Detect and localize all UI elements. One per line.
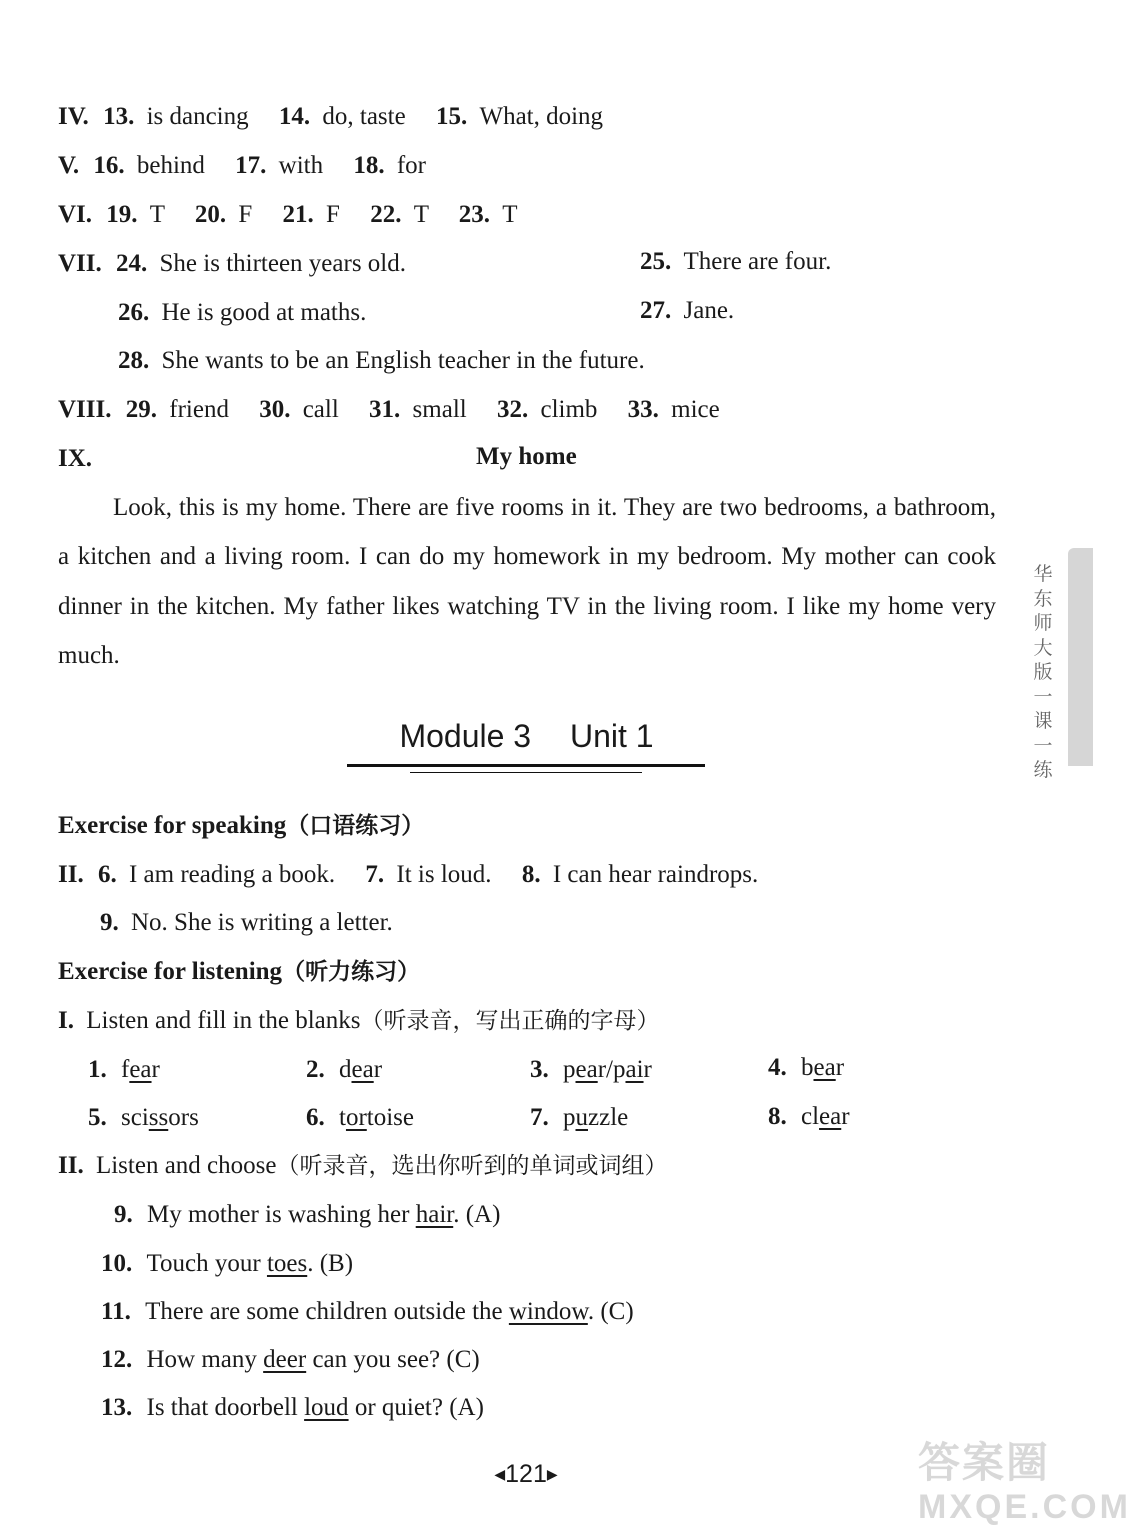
- answer-text: She is thirteen years old.: [159, 250, 406, 277]
- item-number: 29.: [125, 396, 157, 423]
- answer-row-iv: [58, 102, 603, 132]
- word-part: r: [841, 1103, 850, 1130]
- answer-text: climb: [540, 396, 598, 423]
- item-number: 28.: [118, 347, 150, 374]
- answer-row-vii-c: [118, 298, 366, 328]
- section-label-ix: IX.: [58, 445, 93, 472]
- word-part: r: [373, 1056, 383, 1083]
- underlined-letters: ai: [625, 1056, 644, 1083]
- choose-item: [101, 1393, 484, 1423]
- sentence-part: There are some children outside the: [145, 1298, 509, 1325]
- answer-text: F: [326, 201, 340, 228]
- underlined-letters: ea: [575, 1056, 598, 1083]
- item-number: 20.: [194, 201, 227, 228]
- item-number: 18.: [353, 152, 385, 179]
- underlined-letters: or: [345, 1104, 367, 1131]
- word-part: sci: [121, 1104, 149, 1131]
- underlined-word: hair: [415, 1201, 454, 1228]
- word-part: p: [563, 1104, 576, 1131]
- item-number: 7.: [365, 861, 385, 888]
- page-number-value: 121: [505, 1460, 547, 1488]
- answer-text: I can hear raindrops.: [552, 861, 759, 888]
- word-part: ors: [168, 1104, 199, 1131]
- page-number: [488, 1460, 564, 1489]
- word-part: p: [563, 1056, 576, 1083]
- instruction-cn: （听录音，写出正确的字母）: [360, 1008, 660, 1034]
- answer-row-vii-a: [58, 249, 406, 279]
- listening-heading-cn: （听力练习）: [282, 959, 421, 985]
- listening-part1-instruction: [58, 1006, 660, 1036]
- answer-text: small: [412, 396, 467, 423]
- answer-text: mice: [671, 396, 720, 423]
- instruction-cn: （听录音，选出你听到的单词或词组）: [276, 1153, 668, 1179]
- answer-row-vii-d: [640, 296, 734, 326]
- side-tab: [1068, 548, 1093, 766]
- blank-item: [530, 1103, 628, 1133]
- underlined-word: deer: [263, 1346, 307, 1373]
- sentence-part: My mother is washing her: [147, 1201, 416, 1228]
- answer-text: She wants to be an English teacher in the future.: [161, 347, 645, 374]
- watermark-logo: [918, 1438, 1131, 1532]
- item-number: 1.: [88, 1056, 107, 1083]
- blank-item: [530, 1055, 652, 1085]
- blank-item: [88, 1103, 199, 1133]
- item-number: 23.: [458, 201, 491, 228]
- sentence: [147, 1394, 484, 1421]
- answer-row-vi: [58, 200, 518, 230]
- item-number: 8.: [521, 861, 541, 888]
- word-part: r/p: [597, 1056, 626, 1083]
- answer-text: is dancing: [146, 103, 249, 130]
- answer-row-vii-e: [118, 346, 645, 376]
- speaking-heading-en: Exercise for speaking: [58, 812, 287, 839]
- item-number: 8.: [768, 1103, 787, 1130]
- word-part: t: [339, 1104, 346, 1131]
- module-title: Module 3: [399, 718, 532, 754]
- answer-text: behind: [136, 152, 205, 179]
- item-number: 17.: [235, 152, 267, 179]
- choose-item: [101, 1345, 480, 1375]
- answer-text: There are four.: [683, 248, 832, 275]
- module-heading: [349, 718, 704, 755]
- listening-part2-instruction: [58, 1151, 667, 1181]
- sentence: [147, 1346, 480, 1373]
- answer-text: It is loud.: [396, 861, 492, 888]
- speaking-heading-cn: （口语练习）: [286, 813, 425, 839]
- item-number: 3.: [530, 1056, 549, 1083]
- answer-text: Jane.: [683, 297, 735, 324]
- sentence: [147, 1250, 354, 1277]
- item-number: 5.: [88, 1104, 107, 1131]
- speaking-row-2: [100, 908, 393, 938]
- word-part: cl: [801, 1103, 820, 1130]
- item-number: 27.: [640, 297, 672, 324]
- unit-title: Unit 1: [569, 718, 654, 754]
- blank-item: [306, 1055, 382, 1085]
- answer-text: F: [238, 201, 253, 228]
- answer-text: T: [149, 201, 165, 228]
- item-number: 6.: [97, 861, 117, 888]
- choose-item: [114, 1200, 500, 1230]
- answer-text: T: [413, 201, 429, 228]
- answer-text: friend: [169, 396, 229, 423]
- item-number: 14.: [278, 103, 311, 130]
- underlined-letters: u: [575, 1104, 588, 1131]
- item-number: 15.: [435, 103, 468, 130]
- word-part: f: [121, 1056, 130, 1083]
- word: [563, 1104, 628, 1131]
- instruction-en: Listen and choose: [95, 1152, 277, 1179]
- section-label: II.: [58, 1152, 84, 1179]
- speaking-heading: [58, 811, 424, 841]
- item-number: 30.: [259, 396, 291, 423]
- underlined-letters: ea: [813, 1054, 836, 1081]
- item-number: 13.: [103, 103, 135, 130]
- answer-text: for: [396, 152, 426, 179]
- sentence-part: can you see? (C): [306, 1346, 480, 1373]
- section-label: VIII.: [58, 396, 112, 423]
- watermark-line2: MXQE.COM: [918, 1488, 1131, 1526]
- left-arrow-icon: ◀: [494, 1466, 506, 1482]
- word: [801, 1054, 844, 1081]
- section-label: VI.: [58, 201, 93, 228]
- right-arrow-icon: ▶: [546, 1466, 558, 1482]
- word-part: r: [151, 1056, 160, 1083]
- section-label: V.: [58, 152, 80, 179]
- answer-text: do, taste: [322, 103, 406, 130]
- item-number: 16.: [93, 152, 125, 179]
- item-number: 10.: [101, 1250, 133, 1277]
- item-number: 26.: [118, 299, 150, 326]
- underlined-letters: ea: [351, 1056, 374, 1083]
- item-number: 13.: [101, 1394, 133, 1421]
- item-number: 2.: [306, 1056, 325, 1083]
- sentence: [147, 1201, 500, 1228]
- underlined-word: loud: [304, 1394, 349, 1421]
- answer-text: No. She is writing a letter.: [131, 909, 393, 936]
- essay-title: My home: [476, 443, 577, 470]
- sentence-part: . (B): [307, 1250, 354, 1277]
- word-part: r: [643, 1056, 652, 1083]
- word-part: d: [339, 1056, 352, 1083]
- answer-text: I am reading a book.: [128, 861, 336, 888]
- item-number: 19.: [106, 201, 138, 228]
- underlined-letters: ea: [819, 1103, 842, 1130]
- answer-row-vii-b: [640, 247, 831, 277]
- item-number: 25.: [640, 248, 672, 275]
- underlined-word: toes: [266, 1250, 308, 1277]
- word-part: toise: [366, 1104, 414, 1131]
- sentence-part: . (A): [453, 1201, 501, 1228]
- sentence-part: How many: [146, 1346, 264, 1373]
- blank-item: [768, 1053, 844, 1083]
- item-number: 4.: [768, 1054, 787, 1081]
- word: [339, 1104, 414, 1131]
- word-part: b: [801, 1054, 814, 1081]
- word: [121, 1104, 199, 1131]
- sentence-part: or quiet? (A): [348, 1394, 484, 1421]
- item-number: 31.: [369, 396, 401, 423]
- section-label: II.: [58, 861, 84, 888]
- side-tab-label: 华东师大版一课一练: [1033, 563, 1053, 781]
- sentence: [145, 1298, 634, 1325]
- item-number: 9.: [114, 1201, 133, 1228]
- word: [339, 1056, 382, 1083]
- item-number: 33.: [627, 396, 659, 423]
- answer-text: What, doing: [479, 103, 604, 130]
- answer-text: with: [278, 152, 324, 179]
- word: [563, 1056, 652, 1083]
- item-number: 11.: [101, 1298, 131, 1325]
- listening-heading-en: Exercise for listening: [58, 958, 283, 985]
- essay-paragraph: Look, this is my home. There are five rooms in it. They are two bedrooms, a bathroom, a kitchen and a living room. I can do my homework in my bedroom. My mother can cook dinner in the kitchen. My father likes watching TV in the living room. I like my home very much.: [58, 494, 996, 669]
- section-label: VII.: [58, 250, 102, 277]
- word: [121, 1056, 160, 1083]
- item-number: 12.: [101, 1346, 133, 1373]
- blank-item: [306, 1103, 414, 1133]
- word-part: zzle: [588, 1104, 629, 1131]
- watermark-line1: 答案圈: [918, 1438, 1051, 1487]
- answer-row-viii: [58, 395, 720, 425]
- item-number: 7.: [530, 1104, 549, 1131]
- underlined-letters: ea: [129, 1056, 152, 1083]
- sentence-part: Is that doorbell: [146, 1394, 305, 1421]
- answer-row-v: [58, 151, 426, 181]
- heading-rule-thin: [410, 772, 642, 773]
- underlined-letters: ss: [148, 1104, 169, 1131]
- answer-text: call: [302, 396, 339, 423]
- answer-text: He is good at maths.: [161, 299, 367, 326]
- section-label: I.: [58, 1007, 74, 1034]
- blank-item: [88, 1055, 160, 1085]
- answer-text: T: [502, 201, 518, 228]
- word-part: r: [835, 1054, 845, 1081]
- section-label: IV.: [58, 103, 89, 130]
- choose-item: [101, 1297, 634, 1327]
- item-number: 6.: [306, 1104, 325, 1131]
- item-number: 21.: [282, 201, 314, 228]
- choose-item: [101, 1249, 353, 1279]
- sentence-part: . (C): [587, 1298, 634, 1325]
- item-number: 9.: [100, 909, 119, 936]
- underlined-word: window: [508, 1298, 588, 1325]
- listening-heading: [58, 957, 420, 987]
- item-number: 22.: [370, 201, 402, 228]
- instruction-en: Listen and fill in the blanks: [86, 1007, 361, 1034]
- item-number: 24.: [116, 250, 148, 277]
- speaking-row-1: [58, 860, 758, 890]
- sentence-part: Touch your: [146, 1250, 267, 1277]
- word: [801, 1103, 850, 1130]
- item-number: 32.: [496, 396, 529, 423]
- heading-rule-thick: [347, 764, 705, 767]
- blank-item: [768, 1102, 850, 1132]
